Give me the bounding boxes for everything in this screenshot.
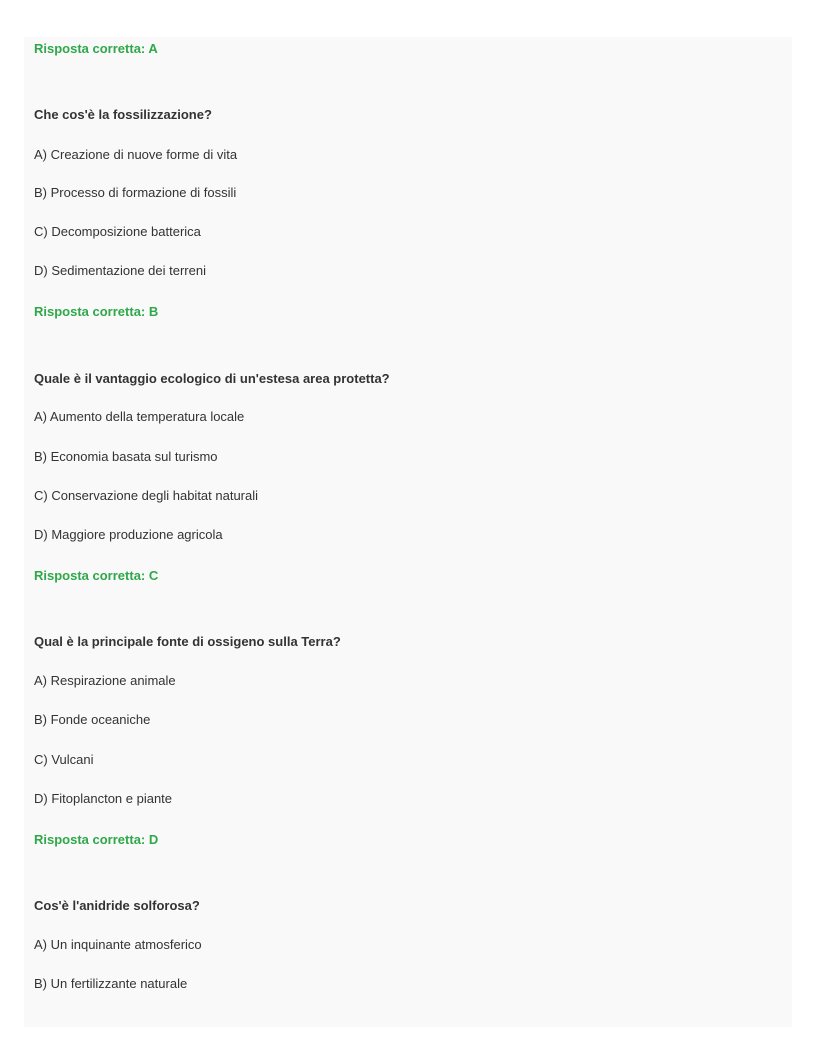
option-d: D) Fitoplancton e piante: [34, 791, 173, 806]
correct-answer: Risposta corretta: C: [34, 568, 159, 583]
option-b: B) Economia basata sul turismo: [34, 449, 218, 464]
option-c: C) Conservazione degli habitat naturali: [34, 488, 259, 503]
correct-answer: Risposta corretta: B: [34, 304, 159, 319]
quiz-panel: [24, 37, 792, 1027]
option-d: D) Sedimentazione dei terreni: [34, 263, 206, 278]
correct-answer: Risposta corretta: D: [34, 832, 159, 847]
option-c: C) Decomposizione batterica: [34, 224, 201, 239]
question-text: Qual è la principale fonte di ossigeno sulla Terra?: [34, 634, 341, 649]
correct-answer: Risposta corretta: A: [34, 41, 158, 56]
option-a: A) Creazione di nuove forme di vita: [34, 147, 238, 162]
question-text: Che cos'è la fossilizzazione?: [34, 107, 212, 122]
option-b: B) Fonde oceaniche: [34, 712, 151, 727]
option-c: C) Vulcani: [34, 752, 94, 767]
option-b: B) Processo di formazione di fossili: [34, 185, 237, 200]
option-a: A) Aumento della temperatura locale: [34, 409, 245, 424]
option-a: A) Un inquinante atmosferico: [34, 937, 202, 952]
option-a: A) Respirazione animale: [34, 673, 176, 688]
option-d: D) Maggiore produzione agricola: [34, 527, 223, 542]
option-b: B) Un fertilizzante naturale: [34, 976, 188, 991]
question-text: Cos'è l'anidride solforosa?: [34, 898, 200, 913]
question-text: Quale è il vantaggio ecologico di un'estesa area protetta?: [34, 371, 390, 386]
